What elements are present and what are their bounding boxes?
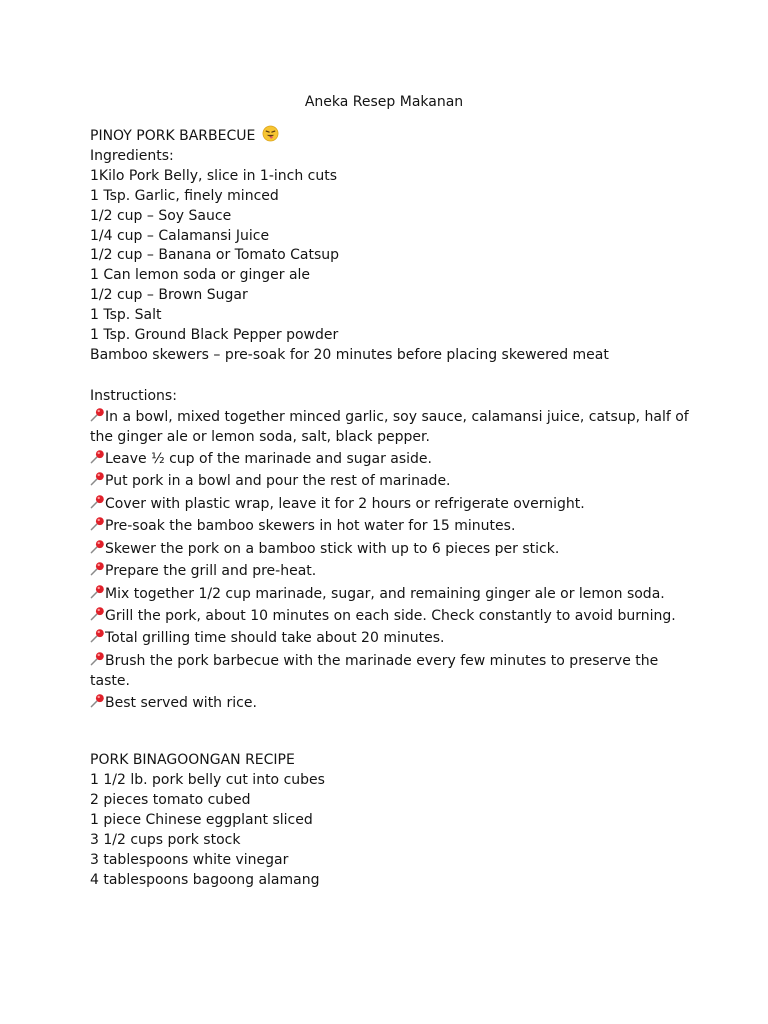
step-text: Mix together 1/2 cup marinade, sugar, and remaining ginger ale or lemon soda. [105,585,665,602]
pushpin-icon [90,449,105,464]
pushpin-icon [90,561,105,576]
recipe1-heading [90,125,690,147]
step-text: Skewer the pork on a bamboo stick with up to 6 pieces per stick. [105,540,560,557]
step-text: Brush the pork barbecue with the marinade every few minutes to preserve the taste. [90,652,659,689]
pushpin-icon [90,628,105,643]
step-text: Best served with rice. [105,695,257,712]
pushpin-icon [90,516,105,531]
pushpin-icon [90,539,105,554]
instruction-step [90,651,690,692]
pushpin-icon [90,584,105,599]
pushpin-icon [90,494,105,509]
ingredient-line: 1 Can lemon soda or ginger ale [90,267,311,284]
step-text: Total grilling time should take about 20 minutes. [105,630,445,647]
ingredient-line: 3 1/2 cups pork stock [90,832,241,849]
instruction-step [90,494,690,515]
instruction-step [90,471,690,492]
pushpin-icon [90,693,105,708]
step-text: Put pork in a bowl and pour the rest of marinade. [105,473,451,490]
ingredient-line: 1 1/2 lb. pork belly cut into cubes [90,772,325,789]
ingredients-label: Ingredients: [90,147,174,164]
instruction-step [90,516,690,537]
step-text: In a bowl, mixed together minced garlic, soy sauce, calamansi juice, catsup, half of the ginger ale or lemon soda, salt, black pepper. [90,408,689,445]
ingredient-line: 1 Tsp. Ground Black Pepper powder [90,327,339,344]
ingredient-line: 4 tablespoons bagoong alamang [90,871,320,888]
instruction-step [90,561,690,582]
spacer [90,715,690,751]
ingredient-line: Bamboo skewers – pre-soak for 20 minutes before placing skewered meat [90,346,609,363]
recipe2-title: PORK BINAGOONGAN RECIPE [90,752,295,769]
ingredient-line: 1/2 cup – Soy Sauce [90,207,232,224]
step-text: Prepare the grill and pre-heat. [105,563,317,580]
ingredient-line: 1/4 cup – Calamansi Juice [90,227,270,244]
instruction-step [90,606,690,627]
ingredient-line: 1Kilo Pork Belly, slice in 1-inch cuts [90,167,338,184]
pushpin-icon [90,471,105,486]
document-body [90,125,690,891]
ingredient-line: 1 Tsp. Garlic, finely minced [90,187,279,204]
instruction-step [90,407,690,448]
step-text: Cover with plastic wrap, leave it for 2 hours or refrigerate overnight. [105,495,585,512]
recipe1-title: PINOY PORK BARBECUE [90,128,256,144]
ingredient-line: 1 piece Chinese eggplant sliced [90,812,313,829]
instruction-step [90,539,690,560]
spacer [90,366,690,386]
step-text: Pre-soak the bamboo skewers in hot water for 15 minutes. [105,518,516,535]
pushpin-icon [90,606,105,621]
step-text: Leave ½ cup of the marinade and sugar aside. [105,451,432,468]
ingredient-line: 2 pieces tomato cubed [90,792,251,809]
ingredient-line: 1 Tsp. Salt [90,307,162,324]
instruction-step [90,584,690,605]
instruction-step [90,693,690,714]
instructions-label: Instructions: [90,387,177,404]
ingredient-line: 1/2 cup – Brown Sugar [90,287,248,304]
step-text: Grill the pork, about 10 minutes on each side. Check constantly to avoid burning. [105,607,676,624]
ingredient-line: 1/2 cup – Banana or Tomato Catsup [90,247,340,264]
ingredient-line: 3 tablespoons white vinegar [90,851,289,868]
pushpin-icon [90,651,105,666]
instruction-step [90,628,690,649]
tongue-out-face-icon [262,125,279,142]
page-title: Aneka Resep Makanan [304,94,464,110]
pushpin-icon [90,407,105,422]
instruction-step [90,449,690,470]
